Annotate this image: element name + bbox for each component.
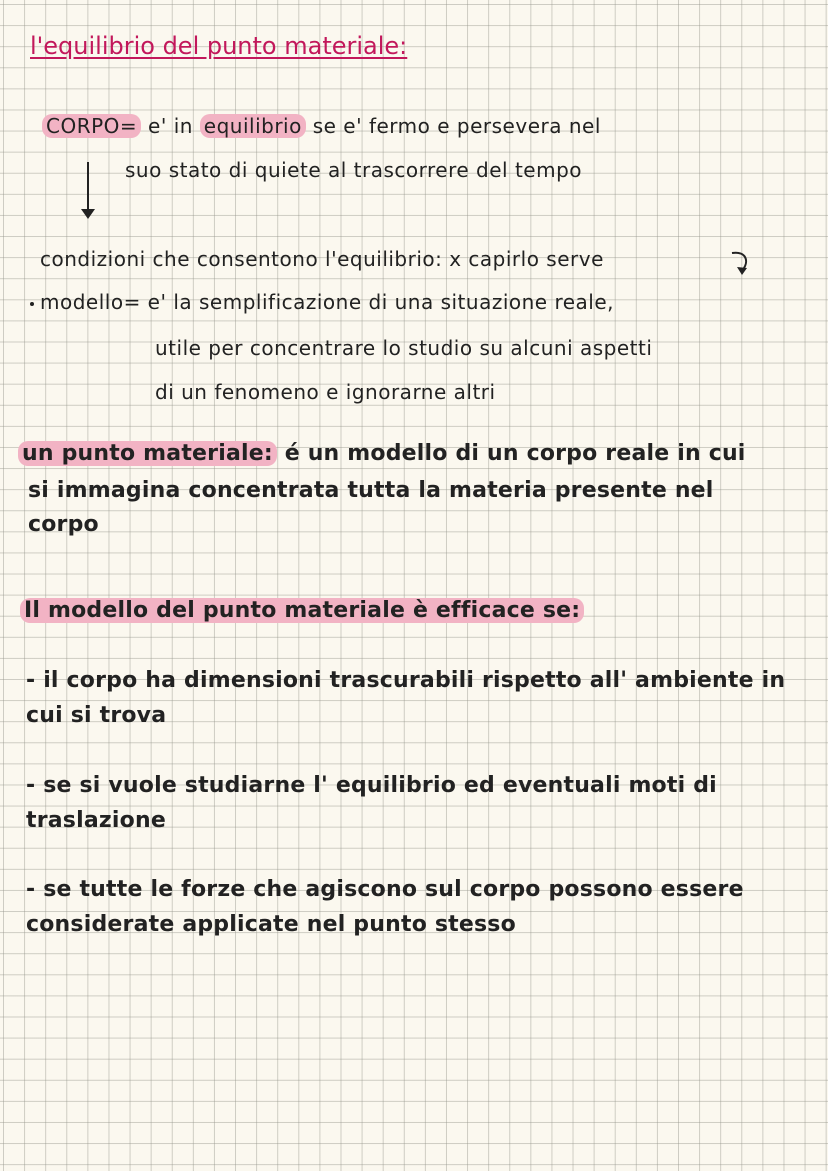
punto-line-1 (18, 441, 746, 466)
item-2-text-1: - se si vuole studiarne l' equilibrio ed eventuali moti di (26, 773, 717, 798)
item-1-line-1 (26, 668, 785, 693)
down-arrow-stem (87, 162, 89, 212)
efficace-heading (20, 598, 584, 623)
corpo-text-c: se e' fermo e persevera nel (312, 114, 601, 138)
modello-text-1: modello= e' la semplificazione di una situazione reale, (40, 290, 615, 314)
punto-label: un punto materiale: (18, 441, 277, 466)
efficace-text: Il modello del punto materiale è efficace se: (20, 598, 584, 623)
item-1-text-2: cui si trova (26, 703, 167, 728)
condizioni-line (40, 247, 604, 271)
corpo-line-1 (42, 114, 601, 138)
item-1-text-1: - il corpo ha dimensioni trascurabili rispetto all' ambiente in (26, 668, 786, 693)
item-2-line-1 (26, 773, 717, 798)
item-3-line-1 (26, 877, 744, 902)
down-arrow-icon (81, 209, 95, 219)
corpo-text-a: e' in (148, 114, 193, 138)
item-2-line-2 (26, 808, 166, 833)
corpo-label: CORPO= (42, 114, 141, 138)
punto-text-1: é un modello di un corpo reale in cui (284, 441, 746, 466)
corpo-text-2: suo stato di quiete al trascorrere del tempo (125, 158, 583, 182)
item-3-text-1: - se tutte le forze che agiscono sul corpo possono essere (26, 877, 744, 902)
item-3-line-2 (26, 912, 516, 937)
modello-line-1 (40, 290, 614, 314)
modello-line-2 (155, 336, 652, 360)
punto-text-3: corpo (28, 512, 99, 537)
curved-arrow-icon (728, 247, 754, 281)
modello-text-3: di un fenomeno e ignorarne altri (155, 380, 496, 404)
modello-line-3 (155, 380, 496, 404)
equilibrio-highlight: equilibrio (200, 114, 306, 138)
modello-text-2: utile per concentrare lo studio su alcuni aspetti (155, 336, 653, 360)
page-title (30, 32, 407, 60)
condizioni-text: condizioni che consentono l'equilibrio: x capirlo serve (40, 247, 604, 271)
title-text: l'equilibrio del punto materiale: (30, 32, 408, 60)
punto-text-2: si immagina concentrata tutta la materia presente nel (28, 478, 714, 503)
bullet-dot (30, 302, 34, 306)
corpo-line-2 (125, 158, 582, 182)
punto-line-3 (28, 512, 99, 537)
punto-line-2 (28, 478, 714, 503)
item-3-text-2: considerate applicate nel punto stesso (26, 912, 516, 937)
item-2-text-2: traslazione (26, 808, 166, 833)
item-1-line-2 (26, 703, 166, 728)
